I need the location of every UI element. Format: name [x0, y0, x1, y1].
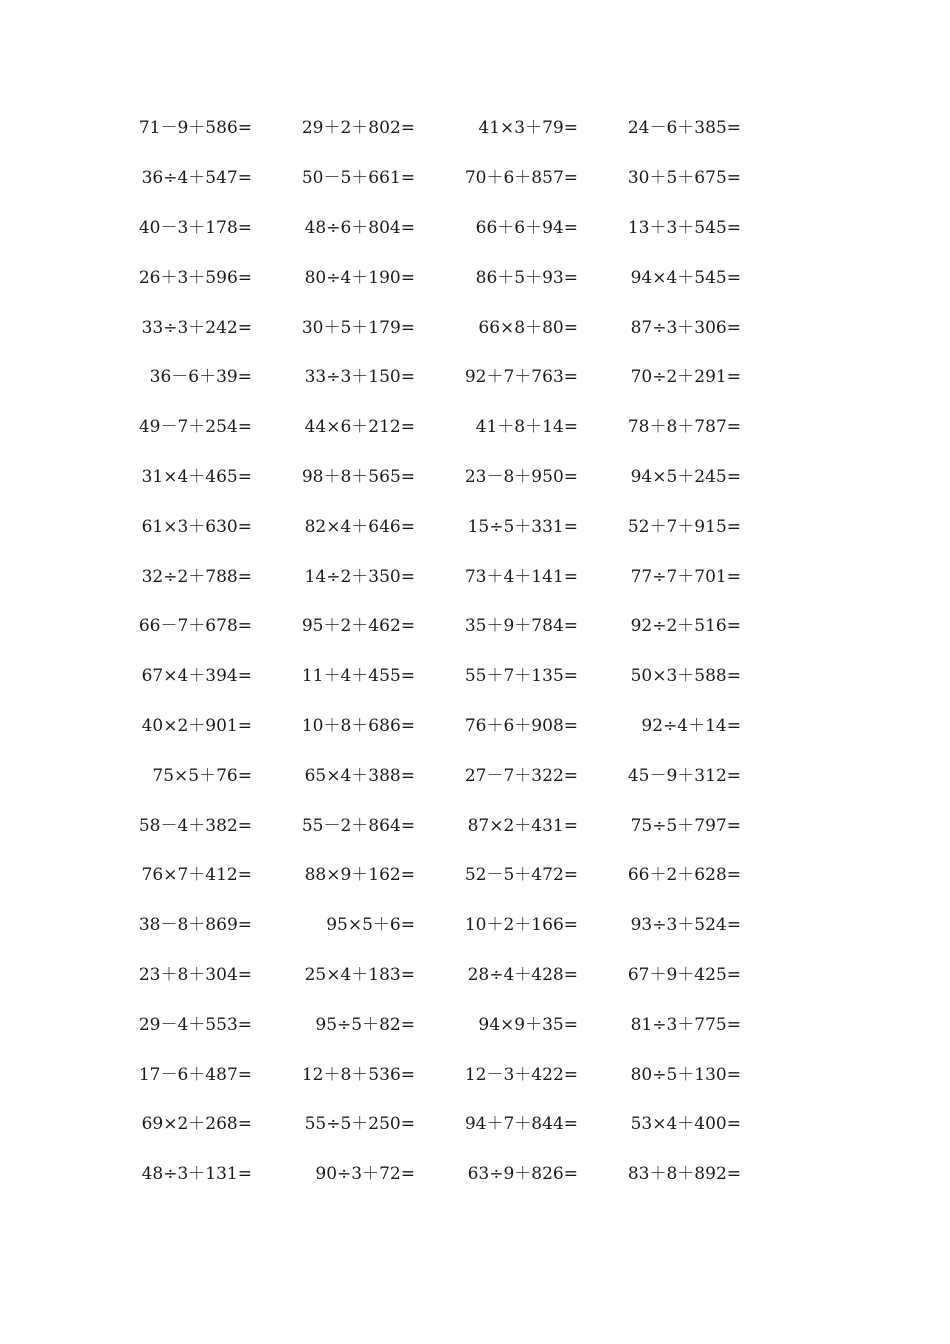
arithmetic-problem: 87×2＋431= — [467, 815, 578, 836]
arithmetic-problem: 80÷4＋190= — [304, 267, 415, 288]
arithmetic-problem: 65×4＋388= — [304, 765, 415, 786]
problem-row — [118, 748, 758, 798]
arithmetic-problem: 66×8＋80= — [478, 317, 578, 338]
arithmetic-problem: 44×6＋212= — [304, 417, 415, 438]
arithmetic-problem: 83＋8＋892= — [627, 1164, 741, 1185]
problem-grid — [118, 101, 758, 1197]
arithmetic-problem: 49－7＋254= — [138, 417, 252, 438]
arithmetic-problem: 52－5＋472= — [464, 865, 578, 886]
arithmetic-problem: 35＋9＋784= — [464, 616, 578, 637]
problem-row — [118, 101, 758, 151]
arithmetic-problem: 76＋6＋908= — [464, 715, 578, 736]
arithmetic-problem: 33÷3＋242= — [141, 317, 252, 338]
problem-row — [118, 549, 758, 599]
arithmetic-problem: 45－9＋312= — [627, 765, 741, 786]
arithmetic-problem: 53×4＋400= — [630, 1114, 741, 1135]
arithmetic-problem: 10＋8＋686= — [301, 715, 415, 736]
arithmetic-problem: 86＋5＋93= — [475, 267, 578, 288]
problem-row — [118, 699, 758, 749]
arithmetic-problem: 41×3＋79= — [478, 118, 578, 139]
problem-row — [118, 997, 758, 1047]
arithmetic-problem: 17－6＋487= — [138, 1064, 252, 1085]
arithmetic-problem: 76×7＋412= — [141, 865, 252, 886]
arithmetic-problem: 78＋8＋787= — [627, 417, 741, 438]
arithmetic-problem: 93÷3＋524= — [630, 915, 741, 936]
arithmetic-problem: 27－7＋322= — [464, 765, 578, 786]
arithmetic-problem: 98＋8＋565= — [301, 466, 415, 487]
arithmetic-problem: 61×3＋630= — [141, 516, 252, 537]
problem-row — [118, 948, 758, 998]
arithmetic-problem: 95÷5＋82= — [315, 1014, 415, 1035]
arithmetic-problem: 14÷2＋350= — [304, 566, 415, 587]
arithmetic-problem: 95＋2＋462= — [301, 616, 415, 637]
arithmetic-problem: 92÷4＋14= — [641, 715, 741, 736]
arithmetic-problem: 73＋4＋141= — [464, 566, 578, 587]
arithmetic-problem: 32÷2＋788= — [141, 566, 252, 587]
arithmetic-problem: 69×2＋268= — [141, 1114, 252, 1135]
arithmetic-problem: 55＋7＋135= — [464, 666, 578, 687]
problem-row — [118, 201, 758, 251]
arithmetic-problem: 23＋8＋304= — [138, 964, 252, 985]
problem-row — [118, 400, 758, 450]
problem-row — [118, 300, 758, 350]
arithmetic-problem: 71－9＋586= — [138, 118, 252, 139]
arithmetic-problem: 66－7＋678= — [138, 616, 252, 637]
problem-row — [118, 599, 758, 649]
arithmetic-problem: 38－8＋869= — [138, 915, 252, 936]
arithmetic-problem: 36－6＋39= — [149, 367, 252, 388]
arithmetic-problem: 94×9＋35= — [478, 1014, 578, 1035]
arithmetic-problem: 28÷4＋428= — [467, 964, 578, 985]
arithmetic-problem: 29－4＋553= — [138, 1014, 252, 1035]
arithmetic-problem: 24－6＋385= — [627, 118, 741, 139]
arithmetic-problem: 88×9＋162= — [304, 865, 415, 886]
arithmetic-problem: 92＋7＋763= — [464, 367, 578, 388]
problem-row — [118, 798, 758, 848]
problem-row — [118, 250, 758, 300]
arithmetic-problem: 40×2＋901= — [141, 715, 252, 736]
arithmetic-problem: 25×4＋183= — [304, 964, 415, 985]
arithmetic-problem: 66＋2＋628= — [627, 865, 741, 886]
arithmetic-problem: 15÷5＋331= — [467, 516, 578, 537]
problem-row — [118, 450, 758, 500]
arithmetic-problem: 70÷2＋291= — [630, 367, 741, 388]
arithmetic-problem: 52＋7＋915= — [627, 516, 741, 537]
arithmetic-problem: 70＋6＋857= — [464, 168, 578, 189]
arithmetic-problem: 29＋2＋802= — [301, 118, 415, 139]
problem-row — [118, 898, 758, 948]
arithmetic-problem: 63÷9＋826= — [467, 1164, 578, 1185]
arithmetic-problem: 36÷4＋547= — [141, 168, 252, 189]
problem-row — [118, 1047, 758, 1097]
problem-row — [118, 649, 758, 699]
arithmetic-problem: 33÷3＋150= — [304, 367, 415, 388]
arithmetic-problem: 50×3＋588= — [630, 666, 741, 687]
arithmetic-problem: 12－3＋422= — [464, 1064, 578, 1085]
arithmetic-problem: 90÷3＋72= — [315, 1164, 415, 1185]
arithmetic-problem: 77÷7＋701= — [630, 566, 741, 587]
arithmetic-problem: 66＋6＋94= — [475, 217, 578, 238]
arithmetic-problem: 82×4＋646= — [304, 516, 415, 537]
arithmetic-problem: 30＋5＋675= — [627, 168, 741, 189]
arithmetic-problem: 40－3＋178= — [138, 217, 252, 238]
arithmetic-problem: 95×5＋6= — [326, 915, 415, 936]
arithmetic-problem: 48÷6＋804= — [304, 217, 415, 238]
arithmetic-problem: 92÷2＋516= — [630, 616, 741, 637]
arithmetic-problem: 50－5＋661= — [301, 168, 415, 189]
arithmetic-problem: 80÷5＋130= — [630, 1064, 741, 1085]
arithmetic-problem: 67×4＋394= — [141, 666, 252, 687]
problem-row — [118, 1147, 758, 1197]
arithmetic-problem: 41＋8＋14= — [475, 417, 578, 438]
arithmetic-problem: 94×5＋245= — [630, 466, 741, 487]
problem-row — [118, 350, 758, 400]
arithmetic-problem: 13＋3＋545= — [627, 217, 741, 238]
arithmetic-problem: 48÷3＋131= — [141, 1164, 252, 1185]
problem-row — [118, 1097, 758, 1147]
arithmetic-problem: 23－8＋950= — [464, 466, 578, 487]
arithmetic-problem: 81÷3＋775= — [630, 1014, 741, 1035]
arithmetic-problem: 26＋3＋596= — [138, 267, 252, 288]
problem-row — [118, 499, 758, 549]
arithmetic-problem: 94×4＋545= — [630, 267, 741, 288]
arithmetic-problem: 94＋7＋844= — [464, 1114, 578, 1135]
arithmetic-problem: 67＋9＋425= — [627, 964, 741, 985]
arithmetic-problem: 75÷5＋797= — [630, 815, 741, 836]
arithmetic-problem: 30＋5＋179= — [301, 317, 415, 338]
arithmetic-problem: 12＋8＋536= — [301, 1064, 415, 1085]
problem-row — [118, 151, 758, 201]
problem-row — [118, 848, 758, 898]
arithmetic-problem: 31×4＋465= — [141, 466, 252, 487]
arithmetic-problem: 11＋4＋455= — [301, 666, 415, 687]
arithmetic-problem: 58－4＋382= — [138, 815, 252, 836]
arithmetic-problem: 10＋2＋166= — [464, 915, 578, 936]
arithmetic-problem: 75×5＋76= — [152, 765, 252, 786]
arithmetic-problem: 55－2＋864= — [301, 815, 415, 836]
arithmetic-problem: 55÷5＋250= — [304, 1114, 415, 1135]
arithmetic-problem: 87÷3＋306= — [630, 317, 741, 338]
